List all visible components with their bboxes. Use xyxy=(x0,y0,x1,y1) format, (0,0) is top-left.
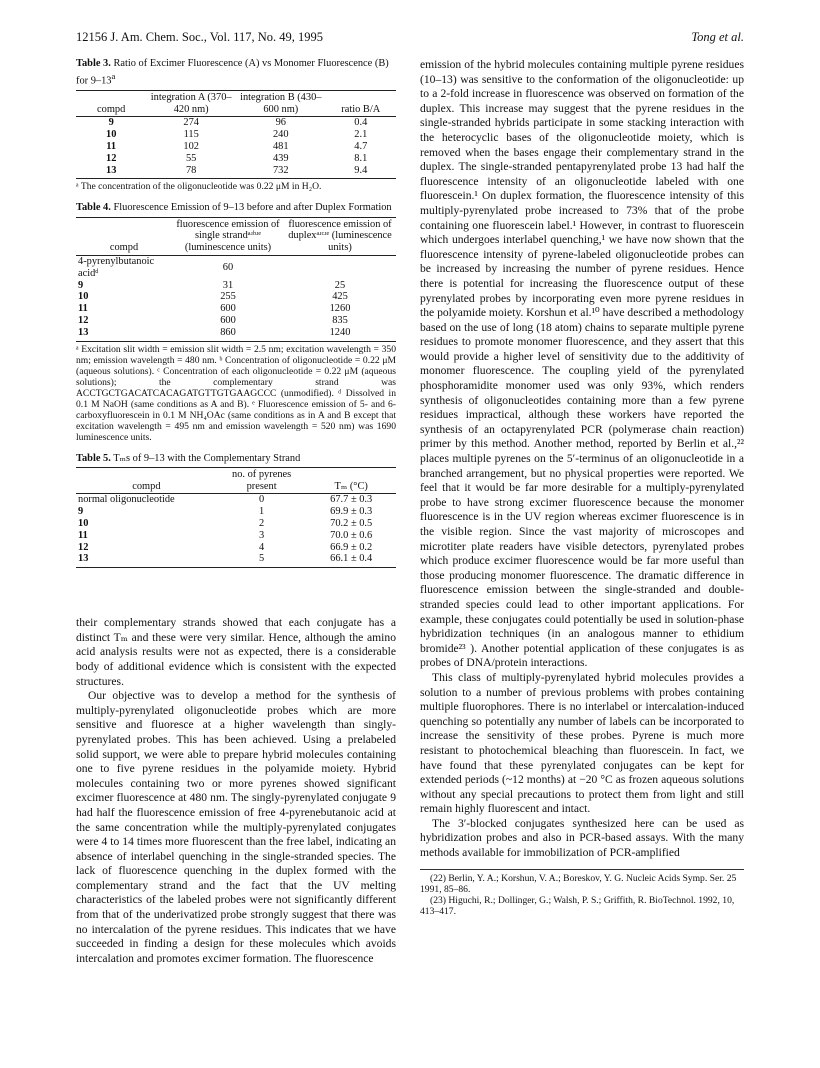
table-cell: 11 xyxy=(78,303,88,315)
table4-header: fluorescence emission of single strandᵃʴᵇʴᵉ (luminescence units) xyxy=(172,217,284,255)
table-cell: 4-pyrenylbutanoic acidᵈ xyxy=(78,256,155,279)
table3-header: compd xyxy=(76,90,146,117)
table-cell: 70.2 ± 0.5 xyxy=(330,518,373,530)
table-cell: 4.7 xyxy=(354,141,368,153)
body-paragraph: The 3′-blocked conjugates synthesized here can be used as hybridization probes and also in PCR-based assays. With the many methods available for immobilization of PCR-amplified xyxy=(420,816,744,860)
table-cell: 600 xyxy=(220,303,236,315)
table-cell: 1 xyxy=(258,506,265,518)
table-cell: 0.4 xyxy=(354,117,368,129)
table-cell: 55 xyxy=(185,152,197,164)
table-cell: 3 xyxy=(258,529,265,541)
reference-item: (22) Berlin, Y. A.; Korshun, V. A.; Boreskov, Y. G. Nucleic Acids Symp. Ser. 25 1991, 85–86. xyxy=(420,872,737,895)
table-cell: 2 xyxy=(258,518,265,530)
body-paragraph: This class of multiply-pyrenylated hybrid molecules provides a solution to a number of previous problems with probes containing multiple fluorophores. There is no interlabel or intercalation-induced quenching so potentially any number of labels can be incorporated to increase the sensitivity of these probes. Pyrene is much more resistant to photochemical bleaching than fluorescein. In fact, we have found that these pyrenylated conjugates can be kept for extended periods (~12 months) at −20 °C as frozen aqueous solutions without any special precautions to protect them from light and still remain highly fluorescent and intact. xyxy=(420,670,744,816)
table-row xyxy=(76,153,396,165)
table4-header: compd xyxy=(76,217,172,255)
table3 xyxy=(76,90,396,180)
table-cell: 115 xyxy=(183,129,199,141)
table3-caption xyxy=(76,58,396,88)
table-cell: 60 xyxy=(222,261,234,273)
table-row xyxy=(76,315,396,327)
table-cell xyxy=(284,256,396,280)
table-cell: 9 xyxy=(78,506,84,518)
table-row xyxy=(76,280,396,292)
table-cell: 274 xyxy=(183,117,199,129)
table-cell: 0 xyxy=(258,494,265,506)
table-cell: 2.1 xyxy=(354,129,368,141)
table-cell: 1260 xyxy=(329,303,351,315)
table-cell: 70.0 ± 0.6 xyxy=(330,529,373,541)
table-cell: 12 xyxy=(106,152,117,164)
table-cell: 240 xyxy=(272,129,289,141)
table5-header: compd xyxy=(76,467,217,494)
left-column xyxy=(76,58,396,966)
author-running-title: Tong et al. xyxy=(691,30,744,44)
table3-header: integration B (430–600 nm) xyxy=(236,90,326,117)
table-cell: 9 xyxy=(78,279,84,291)
body-paragraph: their complementary strands showed that each conjugate has a distinct Tₘ and these were very similar. Hence, although the amino acid analysis results were not as expected, there is a considerable body of additional evidence which is consistent with the expected structures. xyxy=(76,616,396,688)
table-row xyxy=(76,141,396,153)
table-row xyxy=(76,494,396,506)
table-cell: 102 xyxy=(183,141,199,153)
table-cell: 96 xyxy=(275,117,286,129)
table-cell: 5 xyxy=(217,553,307,567)
right-column xyxy=(420,58,744,917)
table-cell: 66.1 ± 0.4 xyxy=(306,553,396,567)
table5-caption-text: Tₘs of 9–13 with the Complementary Strand xyxy=(113,452,301,464)
table4-caption-text: Fluorescence Emission of 9–13 before and after Duplex Formation xyxy=(113,202,392,214)
running-header xyxy=(76,30,744,48)
table-cell: 10 xyxy=(78,518,89,530)
table-cell: 425 xyxy=(332,291,348,303)
table-cell: 13 xyxy=(76,553,217,567)
body-paragraph: emission of the hybrid molecules containing multiple pyrene residues (10–13) was sensitive to the conformation of the oligonucleotide: up to a 2-fold increase in fluorescence was observed on formation of the duplex. This increase may suggest that the pyrene residues in the single-stranded hybrids participate in some stacking interaction with the heterocyclic bases of the oligonucleotide moiety, which is removed when the bases engage their complementary strand in the duplex. The single-stranded pentapyrenylated probe 13 had half the fluorescence intensity of an oligonucleotide labeled with one fluorescein.¹ On duplex formation, the fluorescence intensity of this multiply-pyrenylated probe increased to 73% that of the probe containing one fluorescein label.¹ However, in contrast to fluorescein which undergoes interlabel quenching,¹ we have now shown that the fluorescence intensity of pyrene-labeled oligonucleotide probes can be increased by increasing the number of pyrene residues. Hence there is potential for increasing the fluorescence output of these pyrenylated probes by incorporating even more pyrene residues in the polyamide moiety. Korshun et al.¹⁰ have described a methodology based on the use of long (18 atom) chains to separate multiple pyrene residues to promote monomer fluorescence, and they assert that this would provide a higher level of sensitivity due to the additivity of monomer fluorescence. The coupling yield of the pyrenylated phosphoramidite monomer used was only 93%, which renders synthesis of oligonucleotides containing more than a few pyrene residues impractical, although these workers have reported the synthesis of an octapyrenylated PCR (polymerase chain reaction) primer by this method. Another method, reported by Berlin et al.,²² places multiple pyrenes on the 5′-terminus of an oligonucleotide in a branched arrangement, but no physical properties were reported. We feel that it would be far more desirable for a multiply-pyrenylated probe to have strong excimer fluorescence because the monomer fluorescence is in the UV region whereas excimer fluorescence is in the visible region. Since the vast majority of microscopes and microtiter plate readers have visible detectors, pyrenylated probes which produce excimer fluorescence would be far more useful than those producing monomer fluorescence. The dramatic difference in fluorescence emission between the single-stranded and double-stranded species could lead to other important applications. For example, these conjugates could potentially be used in solution-phase hybridization techniques (in an analogous manner to ethidium bromide²³ ). Another potential application of these conjugates is as probes of DNA/protein interactions. xyxy=(420,58,744,670)
table-cell: 69.9 ± 0.3 xyxy=(330,506,373,518)
table3-header: ratio B/A xyxy=(326,90,396,117)
table-row xyxy=(76,327,396,341)
table3-caption-text: Ratio of Excimer Fluorescence (A) vs Monomer Fluorescence (B) for 9–13 xyxy=(76,58,389,87)
table-row xyxy=(76,542,396,554)
table4-footnote: ᵃ Excitation slit width = emission slit width = 2.5 nm; excitation wavelength = 350 nm; emission wavelength = 480 nm. ᵇ Concentration of oligonucleotide = 0.22 μM (aqueous solutions). ᶜ Concentration of each oligonucleotide = 0.22 μM (aqueous solutions); the complementary strand was ACCTGCTGACATCACAGATGTTGTGAAGCCC (unmodified). ᵈ Dissolved in 0.1 M NaOH (same conditions as A and B). ᵉ Fluorescence emission of 5- and 6-carboxyfluorescein in 0.1 M NH₄OAc (same conditions as in A and B except that excitation wavelength = 495 nm and emission wavelength = 520 nm) was 1690 luminescence units. xyxy=(76,343,396,443)
table-row xyxy=(76,129,396,141)
table-cell: 13 xyxy=(76,165,146,179)
table-cell: 67.7 ± 0.3 xyxy=(330,494,373,506)
table-cell: 11 xyxy=(78,529,88,541)
table-row xyxy=(76,291,396,303)
table-cell: 11 xyxy=(106,141,117,153)
table-cell: 8.1 xyxy=(354,152,368,164)
table3-header: integration A (370–420 nm) xyxy=(146,90,236,117)
table-cell: 1240 xyxy=(284,327,396,341)
table-cell: 25 xyxy=(334,279,346,291)
table-cell: 12 xyxy=(78,541,89,553)
table-row xyxy=(76,518,396,530)
table-cell: 10 xyxy=(106,129,117,141)
table4-header: fluorescence emission of duplexᵃʴᶜʴᵉ (luminescence units) xyxy=(284,217,396,255)
table-row xyxy=(76,303,396,315)
table3-caption-sup: a xyxy=(111,71,116,82)
table-cell: 31 xyxy=(222,279,234,291)
table4-label: Table 4. xyxy=(76,202,111,214)
table-cell: 10 xyxy=(78,291,89,303)
table-row xyxy=(76,530,396,542)
table-cell: 66.9 ± 0.2 xyxy=(330,541,373,553)
table-cell: 600 xyxy=(220,315,236,327)
table-cell: 835 xyxy=(332,315,348,327)
table-row xyxy=(76,165,396,179)
table-row xyxy=(76,117,396,129)
table3-label: Table 3. xyxy=(76,58,111,69)
table-cell: 13 xyxy=(76,327,172,341)
table-row xyxy=(76,256,396,280)
table-cell: 255 xyxy=(220,291,236,303)
references xyxy=(420,869,744,917)
table-cell: 78 xyxy=(146,165,236,179)
table5-header: Tₘ (°C) xyxy=(306,467,396,494)
table5-label: Table 5. xyxy=(76,452,111,464)
table-cell: 732 xyxy=(236,165,326,179)
table-cell: 12 xyxy=(78,315,89,327)
table-cell: 4 xyxy=(258,541,265,553)
journal-citation: 12156 J. Am. Chem. Soc., Vol. 117, No. 49, 1995 xyxy=(76,30,324,44)
table-cell: 9.4 xyxy=(326,165,396,179)
table5-caption xyxy=(76,453,396,465)
table-cell: 9 xyxy=(108,117,114,129)
table5-header: no. of pyrenes present xyxy=(217,467,307,494)
table4 xyxy=(76,217,396,342)
body-paragraph: Our objective was to develop a method for the synthesis of multiply-pyrenylated oligonucleotide probes which are more sensitive and fluoresce at a higher wavelength than singly-pyrenylated probes. This has been achieved. Using a prelabeled solid support, we were able to prepare hybrid molecules containing one to five pyrene residues in the polyamide moiety. Hybrid molecules containing two or more pyrenes showed significant excimer fluorescence at 480 nm. The singly-pyrenylated conjugate 9 had half the fluorescence emission of free 4-pyrenebutanoic acid at the same concentration while the multiply-pyrenylated conjugates were 4 to 14 times more fluorescent than the free label, indicating an absence of interlabel quenching in the single-stranded species. The lack of fluorescence quenching in the duplex formed with the complementary strand and the fact that the UV melting characteristics of the labeled probes were not significantly different from that of the underivatized probe strongly suggest that there was no intercalation of the pyrene residues. This indicates that we have succeeded in finding a design for these molecules which avoids intercalation and promotes excimer formation. The fluorescence xyxy=(76,689,396,965)
table-row xyxy=(76,506,396,518)
reference-item: (23) Higuchi, R.; Dollinger, G.; Walsh, P. S.; Griffith, R. BioTechnol. 1992, 10, 413–417. xyxy=(420,894,735,917)
table-row xyxy=(76,553,396,567)
table-cell: 860 xyxy=(172,327,284,341)
table3-footnote: ᵃ The concentration of the oligonucleotide was 0.22 μM in H₂O. xyxy=(76,181,322,193)
table-cell: 481 xyxy=(272,141,289,153)
table-cell: normal oligonucleotide xyxy=(78,494,175,506)
table5 xyxy=(76,467,396,568)
table-cell: 439 xyxy=(272,152,289,164)
table4-caption xyxy=(76,202,396,214)
